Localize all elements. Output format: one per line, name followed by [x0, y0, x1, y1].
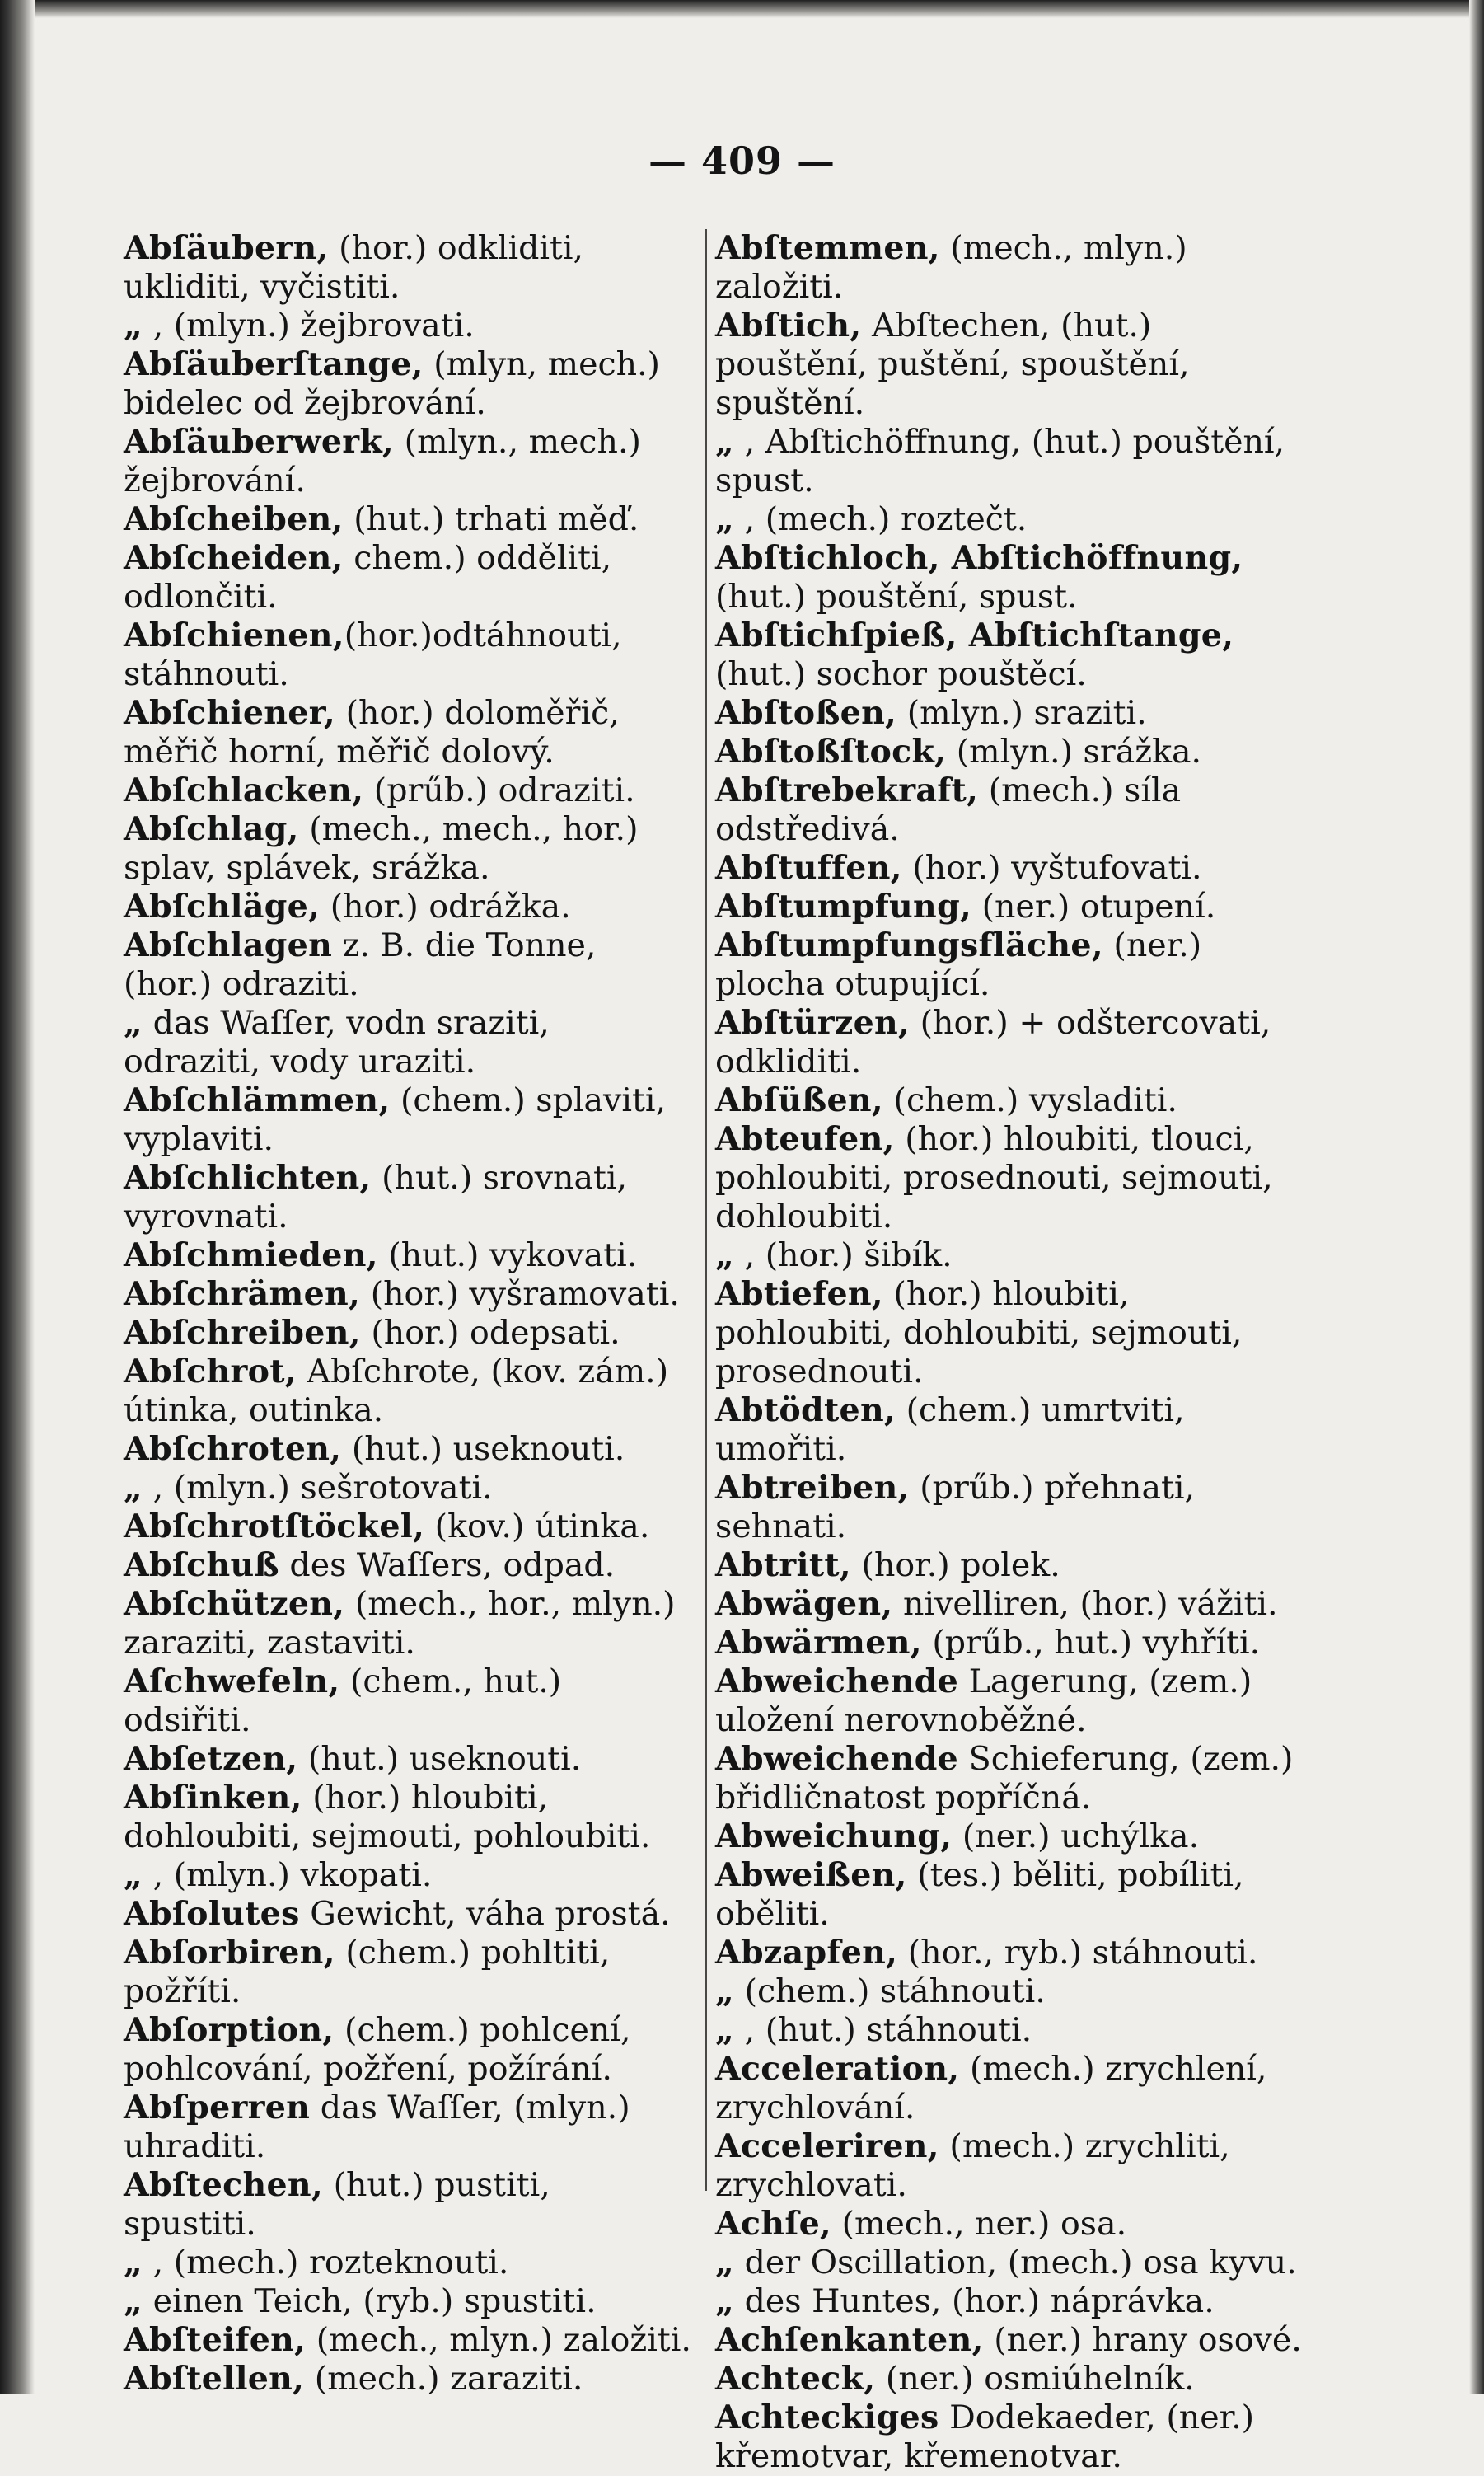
- dictionary-entry: [715, 307, 1308, 423]
- entry-headword: Abweißen,: [715, 1856, 907, 1894]
- dictionary-entry: [715, 1624, 1308, 1662]
- entry-definition: (mlyn., mech.) žejbrování.: [124, 423, 652, 499]
- entry-definition: des Waſſers, odpad.: [279, 1546, 616, 1584]
- entry-headword: Abſchmieden,: [124, 1236, 378, 1274]
- entry-headword: Abtreiben,: [715, 1469, 910, 1507]
- entry-headword: Abſtumpfungsfläche,: [715, 926, 1103, 964]
- entry-headword: Abtritt,: [715, 1546, 851, 1584]
- dictionary-entry: [124, 345, 692, 423]
- entry-definition: (hor.) odkliditi, ukliditi, vyčistiti.: [124, 229, 594, 306]
- entry-headword: Abſchlagen: [124, 926, 333, 964]
- entry-headword: Abſtich,: [715, 307, 862, 345]
- entry-definition: (mech.) zaraziti.: [304, 2360, 583, 2398]
- dictionary-entry: [715, 229, 1308, 307]
- entry-headword: Abſchläge,: [124, 888, 321, 926]
- dictionary-entry: [124, 1353, 692, 1430]
- entry-definition: (ner.) uchýlka.: [952, 1817, 1200, 1855]
- entry-definition: (chem.) splaviti, vyplaviti.: [124, 1081, 676, 1158]
- dictionary-entry: [124, 423, 692, 500]
- dictionary-entry: [715, 2321, 1308, 2360]
- entry-headword: Abſchrämen,: [124, 1275, 361, 1313]
- dictionary-entry: [715, 1546, 1308, 1585]
- dictionary-entry: [715, 2360, 1308, 2399]
- entry-headword: „: [715, 1236, 735, 1274]
- entry-definition: nivelliren, (hor.) vážiti.: [892, 1585, 1278, 1623]
- dictionary-entry: [715, 2399, 1308, 2476]
- dictionary-entry: [124, 2244, 692, 2282]
- dictionary-entry: [715, 1585, 1308, 1624]
- entry-headword: Abſüßen,: [715, 1081, 883, 1119]
- dictionary-entry: [124, 888, 692, 926]
- dictionary-entry: [715, 1120, 1308, 1236]
- entry-headword: „: [715, 2282, 735, 2320]
- dictionary-entry: [124, 500, 692, 539]
- entry-definition: Abſchrote, (kov. zám.) útinka, outinka.: [124, 1353, 679, 1429]
- entry-headword: Abſorption,: [124, 2011, 335, 2049]
- entry-definition: einen Teich, (ryb.) spustiti.: [143, 2282, 597, 2320]
- entry-headword: Abſcheiben,: [124, 500, 344, 538]
- dictionary-entry: [124, 2321, 692, 2360]
- entry-headword: Abteufen,: [715, 1120, 895, 1158]
- entry-headword: Aſchwefeln,: [124, 1662, 340, 1700]
- entry-definition: (mech., mlyn.) založiti.: [306, 2321, 691, 2359]
- dictionary-entry: [124, 1275, 692, 1314]
- entry-headword: Abſäuberſtange,: [124, 345, 424, 383]
- dictionary-entry: [715, 926, 1308, 1004]
- dictionary-entry: [715, 1004, 1308, 1081]
- entry-definition: der Oscillation, (mech.) osa kyvu.: [734, 2244, 1297, 2281]
- entry-definition: (chem.) vysladiti.: [883, 1081, 1177, 1119]
- entry-definition: Schieferung, (zem.) břidličnatost popříčná.: [715, 1740, 1304, 1817]
- dictionary-entry: [124, 1508, 692, 1546]
- entry-headword: Abzapfen,: [715, 1934, 898, 1972]
- entry-definition: (kov.) útinka.: [424, 1508, 650, 1545]
- entry-headword: Abſperren: [124, 2089, 311, 2127]
- dictionary-entry: [124, 1159, 692, 1236]
- entry-definition: (ner.) otupení.: [971, 888, 1216, 926]
- dictionary-entry: [715, 1934, 1308, 1972]
- entry-headword: Abſtoßſtock,: [715, 733, 947, 771]
- entry-definition: (chem., hut.) odsiřiti.: [124, 1662, 572, 1739]
- dictionary-entry: [124, 1585, 692, 1662]
- dictionary-entry: [715, 539, 1308, 617]
- entry-headword: „: [124, 1856, 143, 1894]
- entry-definition: (chem.) pohlcení, pohlcování, požření, požírání.: [124, 2011, 642, 2088]
- entry-headword: Abwärmen,: [715, 1624, 922, 1662]
- entry-definition: (hut.) vykovati.: [377, 1236, 638, 1274]
- left-column: [124, 229, 692, 2399]
- entry-headword: Abſäuberwerk,: [124, 423, 395, 461]
- entry-definition: (hut.) pouštění, spust.: [715, 539, 1254, 616]
- entry-headword: Achſenkanten,: [715, 2321, 984, 2359]
- dictionary-entry: [715, 617, 1308, 694]
- dictionary-entry: [124, 771, 692, 810]
- entry-headword: Abweichende: [715, 1662, 959, 1700]
- entry-definition: das Waſſer, (mlyn.) uhraditi.: [124, 2089, 641, 2165]
- dictionary-entry: [124, 2360, 692, 2399]
- entry-definition: (hor.) vyštufovati.: [901, 849, 1202, 887]
- entry-headword: Abſtumpfung,: [715, 888, 972, 926]
- entry-definition: (prűb.) přehnati, sehnati.: [715, 1469, 1205, 1545]
- scan-edge-right: [1469, 0, 1484, 2394]
- dictionary-entry: [124, 1236, 692, 1275]
- entry-headword: Achteck,: [715, 2360, 876, 2398]
- entry-definition: (hor., ryb.) stáhnouti.: [897, 1934, 1258, 1972]
- entry-headword: Acceleration,: [715, 2050, 960, 2088]
- entry-headword: Abſchützen,: [124, 1585, 345, 1623]
- entry-headword: Abſtürzen,: [715, 1004, 911, 1042]
- entry-headword: „: [124, 1469, 143, 1507]
- scan-edge-top: [0, 0, 1484, 18]
- entry-headword: „: [715, 423, 735, 461]
- entry-definition: (hor.) polek.: [850, 1546, 1060, 1584]
- entry-headword: „: [124, 2282, 143, 2320]
- dictionary-entry: [715, 733, 1308, 771]
- dictionary-entry: [715, 2011, 1308, 2050]
- entry-definition: (hor.) vyšramovati.: [360, 1275, 680, 1313]
- entry-headword: Acceleriren,: [715, 2127, 939, 2165]
- column-divider: [705, 229, 707, 2191]
- entry-headword: Achſe,: [715, 2205, 832, 2243]
- entry-headword: „: [124, 2244, 143, 2281]
- dictionary-entry: [715, 2244, 1308, 2282]
- entry-definition: , (mlyn.) vkopati.: [143, 1856, 433, 1894]
- entry-definition: Abſtechen, (hut.) pouštění, puštění, spouštění, spuštění.: [715, 307, 1201, 422]
- entry-headword: „: [715, 500, 735, 538]
- entry-definition: (mlyn.) srážka.: [946, 733, 1202, 771]
- dictionary-entry: [715, 1856, 1308, 1934]
- entry-headword: Abſtuffen,: [715, 849, 902, 887]
- entry-definition: (hor.) hloubiti, dohloubiti, sejmouti, pohloubiti.: [124, 1779, 651, 1855]
- dictionary-entry: [715, 2127, 1308, 2205]
- entry-definition: (mech., hor., mlyn.) zaraziti, zastaviti.: [124, 1585, 686, 1662]
- entry-headword: Abſchreiben,: [124, 1314, 361, 1352]
- dictionary-entry: [715, 1740, 1308, 1817]
- dictionary-entry: [715, 849, 1308, 888]
- entry-headword: Abſolutes: [124, 1895, 300, 1933]
- dictionary-entry: [124, 539, 692, 617]
- dictionary-entry: [715, 500, 1308, 539]
- entry-headword: Abſinken,: [124, 1779, 302, 1817]
- entry-headword: Abſcheiden,: [124, 539, 344, 577]
- entry-definition: (chem.) stáhnouti.: [734, 1972, 1046, 2010]
- dictionary-entry: [124, 1740, 692, 1779]
- entry-headword: Abſchienen,: [124, 617, 344, 654]
- entry-definition: (hor.) + odštercovati, odkliditi.: [715, 1004, 1281, 1081]
- dictionary-entry: [715, 888, 1308, 926]
- entry-definition: (hor.) odepsati.: [360, 1314, 620, 1352]
- entry-headword: Achteckiges: [715, 2399, 939, 2436]
- entry-definition: (mech.) zrychlení, zrychlování.: [715, 2050, 1278, 2127]
- dictionary-entry: [124, 1469, 692, 1508]
- dictionary-entry: [124, 2282, 692, 2321]
- entry-definition: Dodekaeder, (ner.) křemotvar, křemenotvar.: [715, 2399, 1265, 2475]
- entry-definition: (chem.) umrtviti, umořiti.: [715, 1391, 1196, 1468]
- dictionary-entry: [124, 2089, 692, 2166]
- entry-headword: Abſchiener,: [124, 694, 336, 732]
- entry-headword: Abwägen,: [715, 1585, 893, 1623]
- dictionary-entry: [124, 2011, 692, 2089]
- entry-definition: (ner.) hrany osové.: [983, 2321, 1302, 2359]
- dictionary-entry: [715, 771, 1308, 849]
- dictionary-entry: [715, 2050, 1308, 2127]
- entry-headword: Abſtrebekraft,: [715, 771, 979, 809]
- entry-definition: , (hut.) stáhnouti.: [734, 2011, 1032, 2049]
- dictionary-entry: [124, 307, 692, 345]
- entry-definition: , (mech.) roztečt.: [734, 500, 1028, 538]
- entry-definition: (hut.) srovnati, vyrovnati.: [124, 1159, 638, 1236]
- entry-headword: Abſchlämmen,: [124, 1081, 391, 1119]
- dictionary-entry: [124, 1662, 692, 1740]
- entry-definition: (hut.) pustiti, spustiti.: [124, 2166, 561, 2243]
- entry-definition: (prűb., hut.) vyhříti.: [921, 1624, 1261, 1662]
- entry-headword: Abſchrotſtöckel,: [124, 1508, 425, 1545]
- entry-definition: (chem.) pohltiti, požříti.: [124, 1934, 620, 2010]
- entry-definition: (hor.) hloubiti, tlouci, pohloubiti, prosednouti, sejmouti, dohloubiti.: [715, 1120, 1284, 1236]
- entry-headword: Abweichende: [715, 1740, 959, 1778]
- dictionary-entry: [715, 1391, 1308, 1469]
- dictionary-entry: [715, 1275, 1308, 1391]
- dictionary-entry: [124, 617, 692, 694]
- scan-edge-left: [0, 0, 35, 2394]
- dictionary-entry: [124, 810, 692, 888]
- entry-definition: (hor.)odtáhnouti, stáhnouti.: [124, 617, 633, 693]
- entry-definition: (hut.) sochor pouštěcí.: [715, 617, 1244, 693]
- entry-definition: , Abſtichöffnung, (hut.) pouštění, spust.: [715, 423, 1295, 499]
- entry-definition: Gewicht, váha prostá.: [299, 1895, 671, 1933]
- dictionary-entry: [715, 1972, 1308, 2011]
- entry-definition: (ner.) plocha otupující.: [715, 926, 1212, 1003]
- entry-headword: Abſchuß: [124, 1546, 279, 1584]
- entry-definition: das Waſſer, vodn sraziti, odraziti, vody uraziti.: [124, 1004, 560, 1081]
- entry-definition: (mech.) zrychliti, zrychlovati.: [715, 2127, 1241, 2204]
- dictionary-entry: [715, 1236, 1308, 1275]
- entry-headword: Abtödten,: [715, 1391, 896, 1429]
- entry-definition: (hor.) doloměřič, měřič horní, měřič dolový.: [124, 694, 630, 771]
- dictionary-entry: [124, 694, 692, 771]
- page-number: — 409 —: [648, 138, 836, 183]
- dictionary-entry: [124, 1895, 692, 1934]
- entry-definition: (prűb.) odraziti.: [363, 771, 635, 809]
- entry-definition: chem.) odděliti, odlončiti.: [124, 539, 622, 616]
- entry-definition: (hut.) useknouti.: [297, 1740, 582, 1778]
- dictionary-entry: [715, 1081, 1308, 1120]
- entry-headword: Abſchlacken,: [124, 771, 364, 809]
- entry-definition: (mech.) síla odstředivá.: [715, 771, 1191, 848]
- entry-definition: , (mlyn.) žejbrovati.: [143, 307, 475, 345]
- entry-definition: z. B. die Tonne, (hor.) odraziti.: [124, 926, 607, 1003]
- entry-definition: (mech., ner.) osa.: [831, 2205, 1127, 2243]
- entry-headword: Abſetzen,: [124, 1740, 298, 1778]
- dictionary-entry: [715, 1469, 1308, 1546]
- entry-headword: Abſchrot,: [124, 1353, 297, 1390]
- dictionary-entry: [124, 229, 692, 307]
- dictionary-entry: [715, 423, 1308, 500]
- dictionary-entry: [124, 1430, 692, 1469]
- dictionary-entry: [124, 1856, 692, 1895]
- dictionary-entry: [124, 1081, 692, 1159]
- dictionary-entry: [715, 1662, 1308, 1740]
- dictionary-entry: [124, 1314, 692, 1353]
- dictionary-entry: [124, 1004, 692, 1081]
- entry-headword: Abweichung,: [715, 1817, 953, 1855]
- entry-headword: „: [715, 2244, 735, 2281]
- dictionary-entry: [124, 2166, 692, 2244]
- entry-headword: „: [124, 1004, 143, 1042]
- dictionary-entry: [715, 2282, 1308, 2321]
- right-column: [715, 229, 1308, 2476]
- dictionary-entry: [715, 694, 1308, 733]
- entry-headword: Abſäubern,: [124, 229, 329, 267]
- entry-definition: (mlyn.) sraziti.: [896, 694, 1147, 732]
- entry-definition: , (mech.) rozteknouti.: [143, 2244, 509, 2281]
- entry-headword: Abſtoßen,: [715, 694, 897, 732]
- entry-headword: Abſchlichten,: [124, 1159, 372, 1197]
- entry-definition: (mlyn, mech.) bidelec od žejbrování.: [124, 345, 671, 422]
- entry-definition: (hut.) useknouti.: [341, 1430, 625, 1468]
- entry-headword: Abſteifen,: [124, 2321, 307, 2359]
- entry-headword: Abſtemmen,: [715, 229, 940, 267]
- dictionary-entry: [124, 1546, 692, 1585]
- entry-headword: „: [124, 307, 143, 345]
- dictionary-entry: [715, 2205, 1308, 2244]
- entry-headword: Abſtichloch, Abſtichöffnung,: [715, 539, 1243, 577]
- entry-definition: des Huntes, (hor.) náprávka.: [734, 2282, 1215, 2320]
- entry-headword: Abtiefen,: [715, 1275, 883, 1313]
- entry-definition: Lagerung, (zem.) uložení nerovnoběžné.: [715, 1662, 1262, 1739]
- entry-headword: Abſtechen,: [124, 2166, 324, 2204]
- dictionary-entry: [124, 926, 692, 1004]
- entry-headword: Abſorbiren,: [124, 1934, 335, 1972]
- dictionary-entry: [715, 1817, 1308, 1856]
- entry-definition: (hor.) odrážka.: [320, 888, 571, 926]
- dictionary-entry: [124, 1934, 692, 2011]
- entry-headword: Abſchlag,: [124, 810, 299, 848]
- entry-definition: (mech., mlyn.) založiti.: [715, 229, 1198, 306]
- entry-headword: „: [715, 2011, 735, 2049]
- entry-headword: Abſchroten,: [124, 1430, 342, 1468]
- entry-definition: (ner.) osmiúhelník.: [875, 2360, 1195, 2398]
- entry-definition: (mech., mech., hor.) splav, splávek, srážka.: [124, 810, 649, 887]
- entry-definition: (hor.) hloubiti, pohloubiti, dohloubiti, sejmouti, prosednouti.: [715, 1275, 1252, 1390]
- entry-definition: , (mlyn.) sešrotovati.: [143, 1469, 493, 1507]
- entry-definition: (tes.) běliti, pobíliti, oběliti.: [715, 1856, 1255, 1933]
- entry-definition: , (hor.) šibík.: [734, 1236, 953, 1274]
- entry-definition: (hut.) trhati měď.: [343, 500, 639, 538]
- dictionary-entry: [124, 1779, 692, 1856]
- entry-headword: Abſtellen,: [124, 2360, 305, 2398]
- entry-headword: „: [715, 1972, 735, 2010]
- entry-headword: Abſtichſpieß, Abſtichſtange,: [715, 617, 1234, 654]
